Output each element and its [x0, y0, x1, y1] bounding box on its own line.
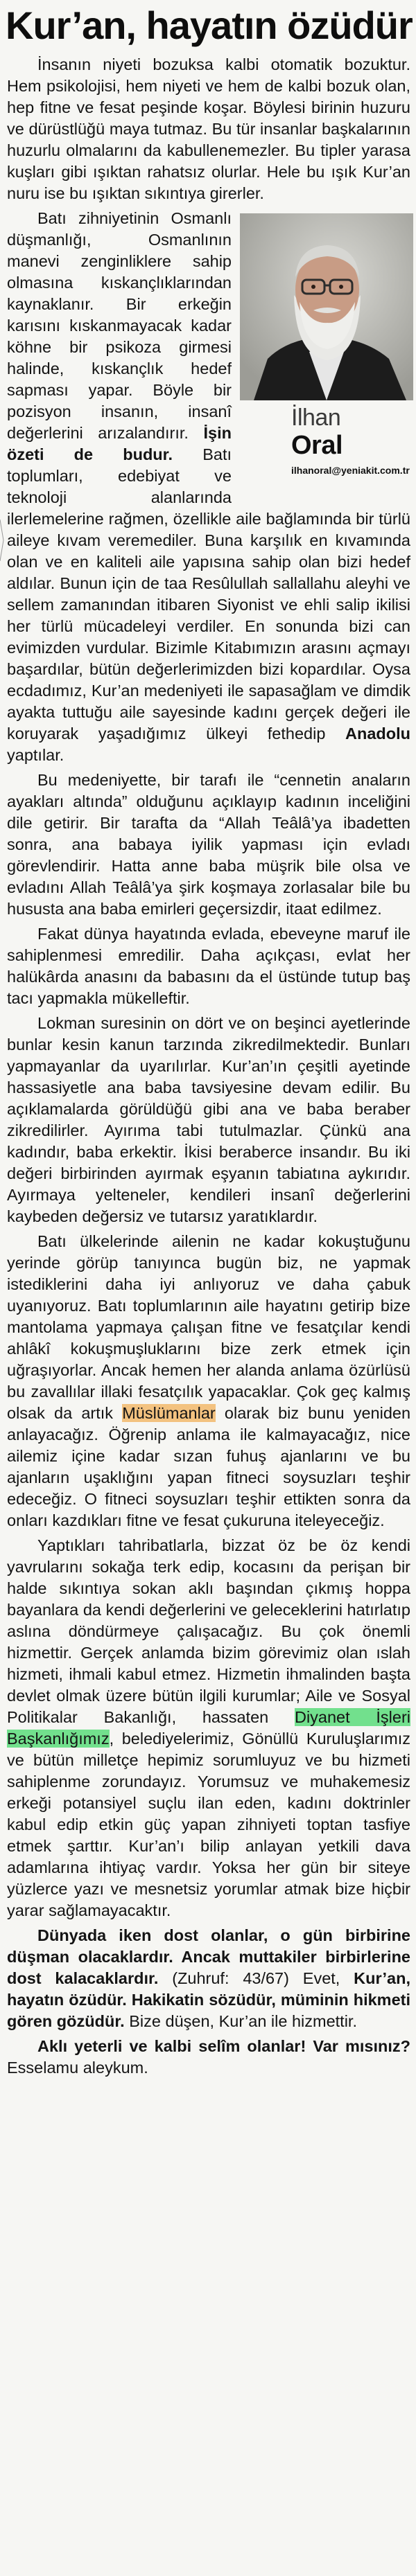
- bold-question: Aklı yeterli ve kalbi selîm olanlar! Var mısınız?: [37, 2037, 410, 2055]
- bold-word-anadolu: Anadolu: [345, 725, 410, 743]
- article-title: Kur’an, hayatın özüdür: [6, 3, 413, 47]
- paragraph-tahribat: [7, 1535, 410, 1921]
- closing-greeting: Esselamu aleykum.: [7, 2059, 148, 2077]
- author-last-name: Oral: [291, 431, 343, 460]
- paragraph-batı-zihniyeti: [7, 208, 410, 766]
- bold-statement: Kur’an, hayatın özüdür. Hakikatin sözüdür, müminin hikmeti gören gözüdür.: [7, 1969, 410, 2030]
- paragraph-closing: [7, 2036, 410, 2079]
- paragraph-text: Batı zihniyetinin Osmanlı düşmanlığı, Osmanlının manevi zenginliklere sahip olmasına kıskançlıklarından kaynaklanır. Bir erkeğin karısını kıskanmayacak kadar köhne bir psikoza girmesi halinde, kıskançlık hedef sapması yapar. Böyle bir pozisyon insanın, insanî değerlerini arızalandırır.: [7, 209, 232, 442]
- paragraph-text: Yaptıkları tahribatlarla, bizzat öz be öz kendi yavrularını sokağa terk edip, kocasını da perişan bir halde sıkıntıya sokan aklı başından çıkmış hoppa bayanlara da kendi değerlerini ve geleceklerini hatırlatıp aslına döndürmeye çalışacağız. Bu çok önemli hizmettir. Gerçek anlamda bizim görevimiz olan ıslah hizmeti, ihmali kabul etmez. Hizmetin ihmalinden başta devlet olmak üzere bütün ilgili kurumlar; Aile ve Sosyal Politikalar Bakanlığı, hassaten: [7, 1536, 410, 1726]
- highlight-diyanet: Diyanet İşleri Başkanlığımız: [7, 1708, 410, 1748]
- paragraph-text: Batı toplumları, edebiyat ve teknoloji alanlarında ilerlemelerine rağmen, özellikle aile bağlamında bir türlü aileye kıvam veremediler. Buna karşılık en kıvamında olan ve en kaliteli aile yapısına sahip olan bizi hedef aldılar. Bunun için de taa Resûlullah sallallahu aleyhi ve sellem zamanından itibaren Siyonist ve ehli salip ikilisi her türlü mücadeleyi verdiler. En sonunda bizi can evimizden vurdular. Bizimle Kitabımızın arasını açmayı başardılar, bütün değerlerimizden bizi kopardılar. Oysa ecdadımız, Kur’an medeniyeti ile sapasağlam ve dimdik ayakta tuttuğu aile sayesinde kadını gerçek değeri ile koruyarak yaşadığımız ülkeyi fethedip: [7, 445, 410, 743]
- bold-quote: Dünyada iken dost olanlar, o gün birbirine düşman olacaklardır. Ancak muttakiler birbirlerine dost kalacaklardır.: [7, 1926, 410, 1987]
- paragraph-lokman: Lokman suresinin on dört ve on beşinci ayetlerinde bunlar kesin kanun tarzında zikredilmektedir. Bunları yapmayanlar da uyarılırlar. Kur’an’ın çeşitli ayetinde hassasiyetle ana baba tavsiyesine devam edilir. Bu açıklamalarda görüldüğü gibi ana ve baba beraber zikredilirler. Ayırıma tabi tutulmazlar. Çünkü ana kadındır, baba erkektir. İkisi beraberce insandır. Bu iki değeri birbirinden ayırmak eşyanın tabiatına aykırıdır. Ayırmaya yelteneler, kendileri insanî değerlerini kaybeden değersiz ve tutarsız yaratıklardır.: [7, 1014, 410, 1225]
- author-byline: [261, 405, 410, 477]
- paragraph-text: (Zuhruf: 43/67) Evet,: [172, 1969, 340, 1987]
- author-email[interactable]: ilhanoral@yeniakit.com.tr: [291, 465, 410, 476]
- paragraph-intro: İnsanın niyeti bozuksa kalbi otomatik bozuktur. Hem psikolojisi, hem niyeti ve hem de kalbi bozuk olan, hep fitne ve fesat peşinde koşar. Böylesi birinin huzuru ve dürüstlüğü maya tutmaz. Bu tür insanlar başkalarının huzurlu olmalarını da kabullenemezler. Bu tipler yarasa kuşları gibi ışıktan rahatsız olurlar. Hele bu ışık Kur’an nuru ise bu ışıktan sıkıntıya girerler.: [7, 55, 410, 202]
- paragraph-dunya-hayati: Fakat dünya hayatında evlada, ebeveyne maruf ile sahiplenmesi emredilir. Daha açıkçası, evlat her halükârda anasını da babasını da el üstünde tutup baş tacı yapmakla mükelleftir.: [7, 925, 410, 1007]
- paragraph-text: yaptılar.: [7, 746, 64, 764]
- paragraph-bati-ulkeleri: [7, 1231, 410, 1531]
- paragraph-text: , belediyelerimiz, Gönüllü Kuruluşlarımız ve bütün milletçe hepimiz sorumluyuz ve bu hizmeti sahiplenme zorundayız. Yorumsuz ve muhakemesiz erkeği potansiyel suçlu ilan eden, kadını doktrinler kabul edip etkin güç yapan zihniyeti toptan tasfiye etmek şarttır. Kur’an’ı bilip anlayan yetkili dava adamlarına ihtiyaç vardır. Yoksa her gün bir siteye yüzlerce yazı ve mesnetsiz yorumlar atmak bize hiçbir yarar sağlamayacaktır.: [7, 1730, 410, 1919]
- author-photo-box: [240, 213, 413, 490]
- paragraph-text: Bize düşen, Kur’an ile hizmettir.: [129, 2012, 357, 2030]
- highlight-muslumanlar: Müslümanlar: [122, 1404, 216, 1422]
- paragraph-text: olarak biz bunu yeniden anlayacağız. Öğrenip anlama ile kalmayacağız, nice ailemiz içine kadar sızan fuhuş ajanlarını ve bu ajanların uşaklığını yapan fitneci soysuzları teşhir edeceğiz. O fitneci soysuzları teşhir ettikten sonra da onları kazdıkları fitne ve fesat çukuruna iteleyeceğiz.: [7, 1404, 411, 1529]
- author-first-name: İlhan: [291, 405, 341, 431]
- author-portrait-image: [240, 213, 413, 400]
- bold-phrase: İşin özeti de budur.: [7, 424, 232, 463]
- paragraph-medeniyet: Bu medeniyette, bir tarafı ile “cennetin anaların ayakları altında” olduğunu açıklayıp kadının inceliğini dile getirir. Bir tarafta da “Allah Teâlâ’ya ibadetten sonra, ana babaya iyilik yapması için evladı görevlendirir. Hatta anne baba müşrik bile olsa ve evladını Allah Teâlâ’ya şirk koşmaya zorlasalar bile bu hususta ana baba emirleri geçersizdir, itaat edilmez.: [7, 771, 410, 918]
- article-body: [7, 54, 410, 2082]
- margin-arrow-mark: [0, 519, 4, 561]
- paragraph-text: Batı ülkelerinde ailenin ne kadar kokuştuğunu yerinde görüp tanıyınca bugün biz, ne yapmak istediklerini daha iyi anlıyoruz ve daha çabuk uyanıyoruz. Batı toplumlarının aile hayatını getirip bize mantolama yapmaya çalışan fitne ve fesatçılar kendi ahlâkî kokuşmuşluklarını bize zerk etmek için uğraşıyorlar. Ancak hemen her alanda anlama özürlüsü bu zavallılar illaki fesatçılık yapacaklar. Çok geç kalmış olsak da artık: [7, 1232, 410, 1422]
- paragraph-conclusion: [7, 1925, 410, 2032]
